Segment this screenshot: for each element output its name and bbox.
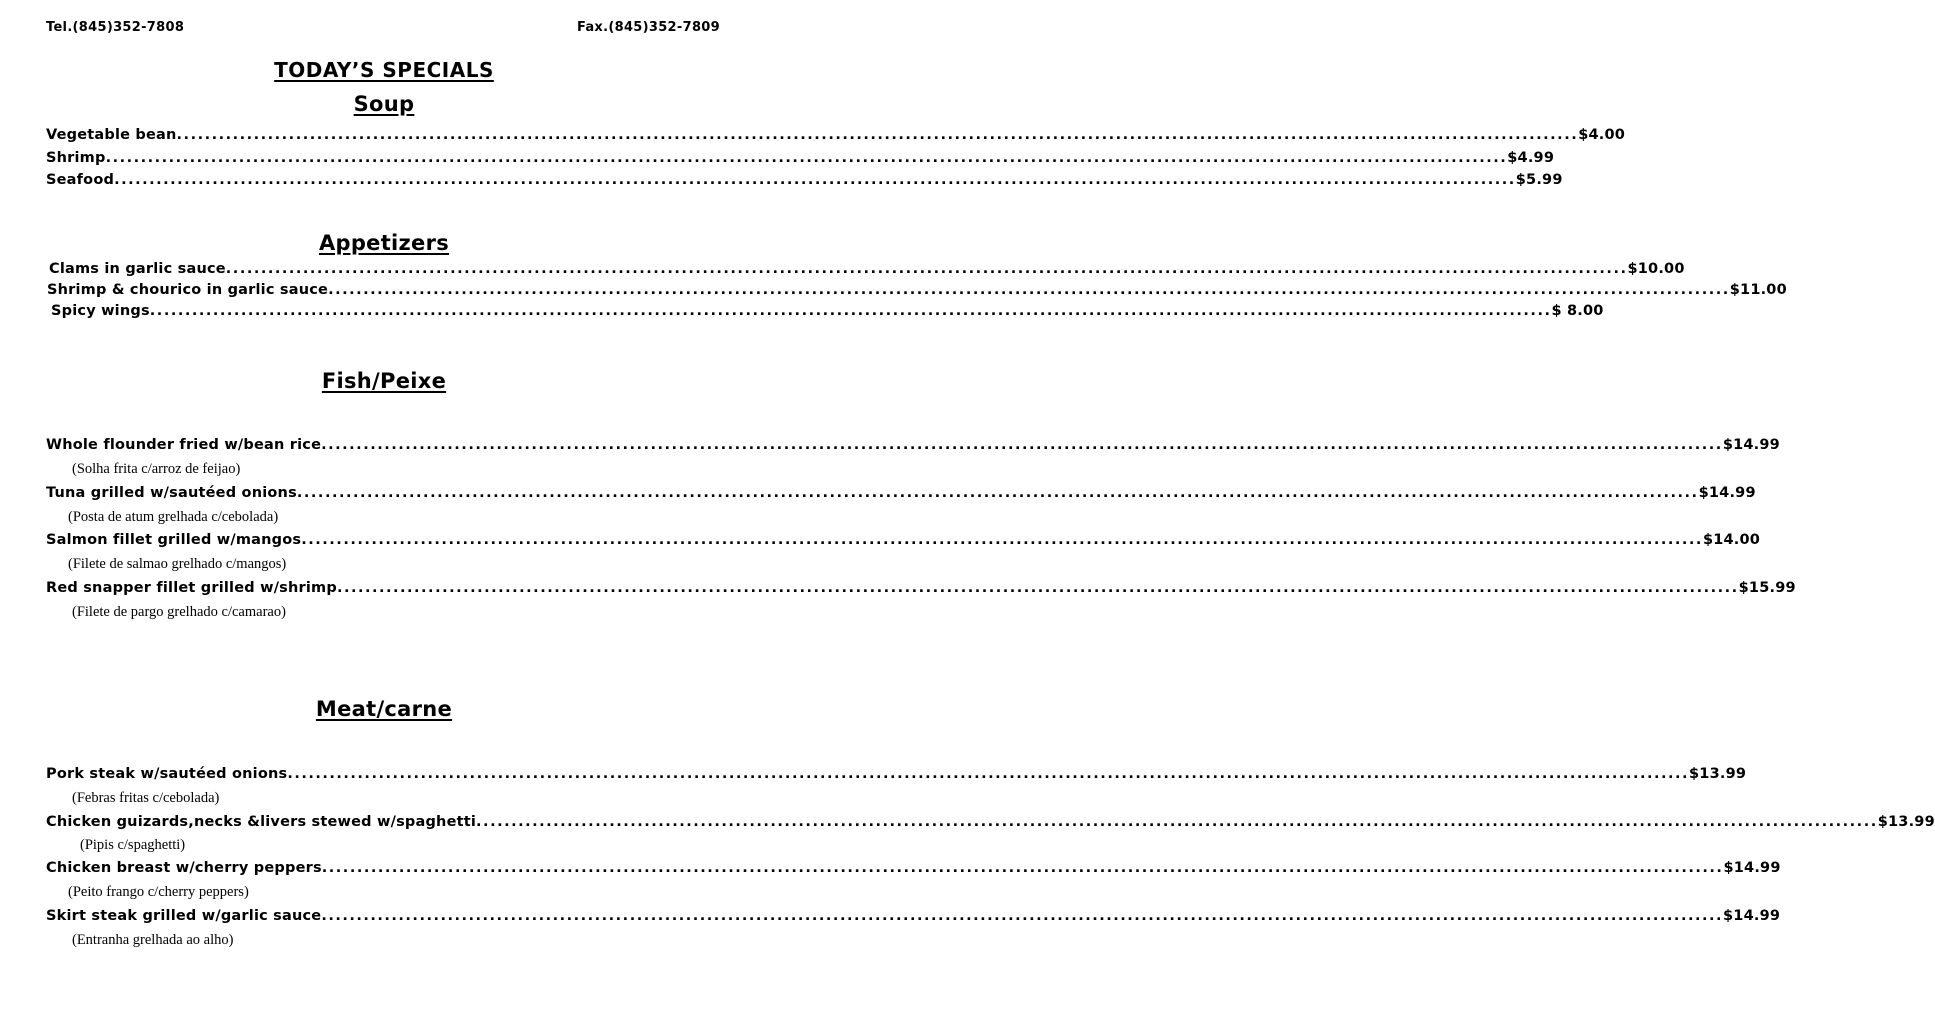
menu-item: [46, 858, 1781, 878]
item-price: $ 8.00: [1551, 303, 1604, 319]
dot-leader: ........................................................................................................................................................................................................: [321, 860, 1724, 876]
item-price: $5.99: [1515, 172, 1563, 188]
menu-item: [46, 764, 1747, 784]
item-name: Shrimp: [46, 150, 106, 166]
item-translation: (Filete de pargo grelhado c/camarao): [72, 604, 286, 620]
menu-item: [46, 148, 1555, 168]
item-name: Red snapper fillet grilled w/shrimp: [46, 580, 337, 596]
dot-leader: ........................................................................................................................................................................................................: [301, 532, 1703, 548]
dot-leader: ........................................................................................................................................................................................................: [114, 172, 1516, 188]
item-translation: (Solha frita c/arroz de feijao): [72, 461, 241, 477]
menu-item: [46, 906, 1781, 926]
menu-item: [47, 280, 1787, 300]
item-price: $11.00: [1729, 282, 1787, 298]
page-title: TODAY’S SPECIALS: [274, 58, 494, 82]
fish-heading: Fish/Peixe: [321, 369, 447, 393]
dot-leader: ........................................................................................................................................................................................................: [149, 303, 1552, 319]
item-translation: (Peito frango c/cherry peppers): [68, 884, 249, 900]
appetizers-heading: Appetizers: [318, 231, 450, 255]
item-translation: (Febras fritas c/cebolada): [72, 790, 220, 806]
item-translation: (Posta de atum grelhada c/cebolada): [68, 509, 279, 525]
item-name: Clams in garlic sauce: [49, 261, 226, 277]
dot-leader: ........................................................................................................................................................................................................: [225, 261, 1628, 277]
menu-item: [46, 812, 1935, 832]
item-price: $14.00: [1702, 532, 1761, 548]
dot-leader: ........................................................................................................................................................................................................: [321, 908, 1723, 924]
item-name: Vegetable bean: [46, 127, 177, 143]
item-price: $14.99: [1698, 485, 1756, 501]
menu-item: [51, 301, 1604, 321]
fax-number: Fax.(845)352-7809: [576, 20, 720, 35]
menu-item: [49, 259, 1685, 279]
dot-leader: ........................................................................................................................................................................................................: [328, 282, 1730, 298]
soup-heading: Soup: [353, 92, 415, 116]
menu-item: [46, 435, 1780, 455]
menu-item: [46, 170, 1563, 190]
item-price: $13.99: [1689, 766, 1747, 782]
item-name: Skirt steak grilled w/garlic sauce: [46, 908, 322, 924]
dot-leader: ........................................................................................................................................................................................................: [321, 437, 1723, 453]
menu-item: [46, 578, 1796, 598]
item-price: $4.00: [1578, 127, 1626, 143]
dot-leader: ........................................................................................................................................................................................................: [105, 150, 1508, 166]
item-name: Chicken breast w/cherry peppers: [46, 860, 322, 876]
item-price: $10.00: [1627, 261, 1685, 277]
item-price: $14.99: [1723, 860, 1781, 876]
telephone-number: Tel.(845)352-7808: [46, 20, 185, 35]
item-translation: (Pipis c/spaghetti): [80, 837, 186, 853]
dot-leader: ........................................................................................................................................................................................................: [476, 814, 1878, 830]
item-name: Spicy wings: [51, 303, 150, 319]
item-name: Shrimp & chourico in garlic sauce: [47, 282, 329, 298]
item-name: Tuna grilled w/sautéed onions: [46, 485, 297, 501]
item-price: $14.99: [1723, 908, 1781, 924]
dot-leader: ........................................................................................................................................................................................................: [336, 580, 1739, 596]
dot-leader: ........................................................................................................................................................................................................: [296, 485, 1699, 501]
dot-leader: ........................................................................................................................................................................................................: [287, 766, 1690, 782]
item-name: Chicken guizards,necks &livers stewed w/spaghetti: [46, 814, 477, 830]
item-name: Whole flounder fried w/bean rice: [46, 437, 322, 453]
item-translation: (Entranha grelhada ao alho): [72, 932, 234, 948]
item-price: $4.99: [1507, 150, 1555, 166]
item-price: $13.99: [1877, 814, 1935, 830]
menu-item: [46, 125, 1626, 145]
meat-heading: Meat/carne: [315, 697, 453, 721]
menu-item: [46, 530, 1761, 550]
item-price: $15.99: [1738, 580, 1796, 596]
dot-leader: ........................................................................................................................................................................................................: [176, 127, 1579, 143]
item-translation: (Filete de salmao grelhado c/mangos): [68, 556, 287, 572]
menu-item: [46, 483, 1756, 503]
item-price: $14.99: [1722, 437, 1780, 453]
item-name: Salmon fillet grilled w/mangos: [46, 532, 302, 548]
item-name: Seafood: [46, 172, 115, 188]
item-name: Pork steak w/sautéed onions: [46, 766, 288, 782]
